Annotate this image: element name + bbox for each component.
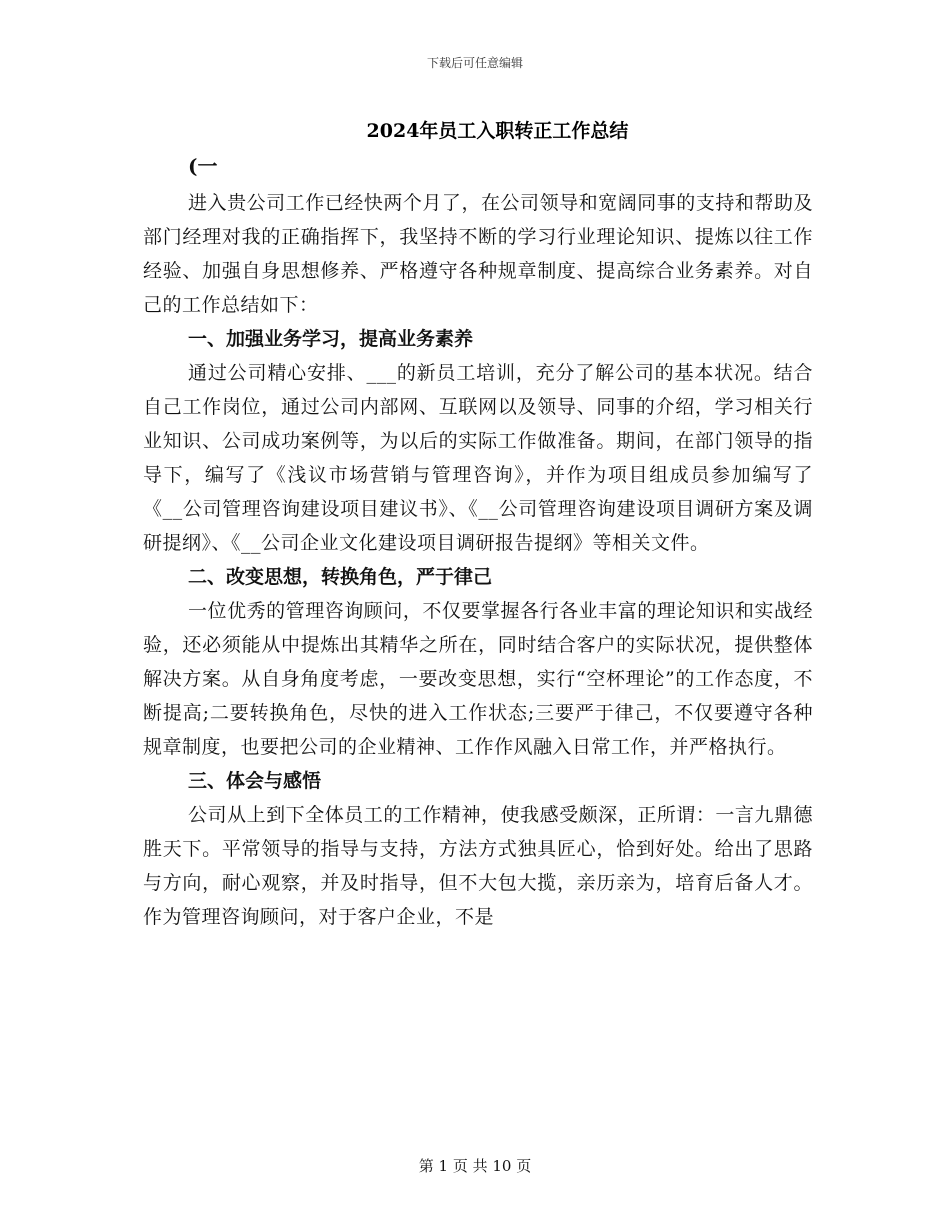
section-heading-1: 一、加强业务学习，提高业务素养 xyxy=(188,328,474,350)
intro-paragraph: 进入贵公司工作已经快两个月了，在公司领导和宽阔同事的支持和帮助及部门经理对我的正确指挥下，我坚持不断的学习行业理论知识、提炼以往工作经验、加强自身思想修养、严格遵守各种规章制度、提高综合业务素养。对自己的工作总结如下： xyxy=(143,192,813,316)
section-body-1: 通过公司精心安排、___的新员工培训，充分了解公司的基本状况。结合自己工作岗位，通过公司内部网、互联网以及领导、同事的介绍，学习相关行业知识、公司成功案例等，为以后的实际工作做准备。期间，在部门领导的指导下，编写了《浅议市场营销与管理咨询》，并作为项目组成员参加编写了《__公司管理咨询建设项目建议书》、《__公司管理咨询建设项目调研方案及调研提纲》、《__公司企业文化建设项目调研报告提纲》等相关文件。 xyxy=(143,362,813,554)
section-body-3: 公司从上到下全体员工的工作精神，使我感受颇深，正所谓：一言九鼎德胜天下。平常领导的指导与支持，方法方式独具匠心，恰到好处。给出了思路与方向，耐心观察，并及时指导，但不大包大揽，亲历亲为，培育后备人才。作为管理咨询顾问，对于客户企业，不是 xyxy=(143,804,813,928)
page-number: 第 1 页 共 10 页 xyxy=(418,1157,532,1175)
document-title: 2024年员工入职转正工作总结 xyxy=(366,120,629,142)
section-heading-2: 二、改变思想，转换角色，严于律己 xyxy=(188,566,493,588)
document-body xyxy=(143,186,813,934)
header-note: 下载后可任意编辑 xyxy=(426,56,523,70)
section-body-2: 一位优秀的管理咨询顾问，不仅要掌握各行各业丰富的理论知识和实战经验，还必须能从中提炼出其精华之所在，同时结合客户的实际状况，提供整体解决方案。从自身角度考虑，一要改变思想，实行“空杯理论”的工作态度，不断提高;二要转换角色，尽快的进入工作状态;三要严于律己，不仅要遵守各种规章制度，也要把公司的企业精神、工作作风融入日常工作，并严格执行。 xyxy=(143,600,813,758)
document-subtitle: (一 xyxy=(188,154,218,178)
section-heading-3: 三、体会与感悟 xyxy=(188,770,322,792)
